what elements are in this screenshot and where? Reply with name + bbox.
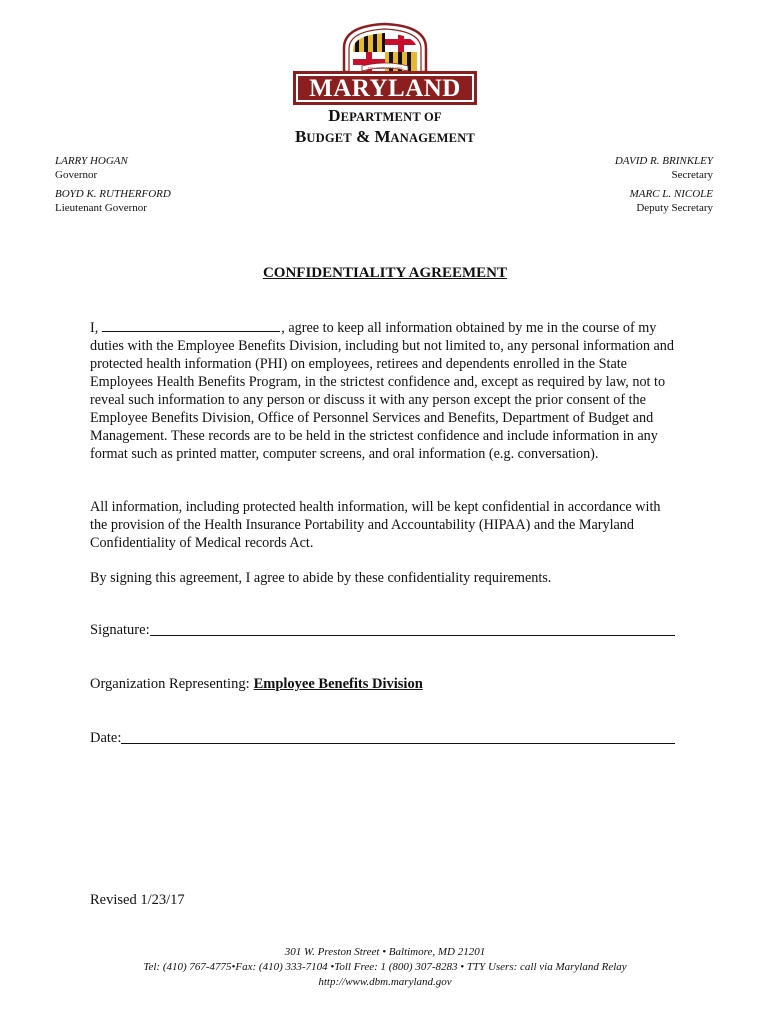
logo-wordmark: MARYLAND xyxy=(309,75,461,102)
organization-label: Organization Representing: xyxy=(90,676,250,692)
organization-value: Employee Benefits Division xyxy=(253,676,423,692)
date-line[interactable] xyxy=(121,742,675,744)
name-blank-field[interactable] xyxy=(102,319,280,332)
lt-governor-title: Lieutenant Governor xyxy=(55,202,147,214)
officials-right xyxy=(615,154,713,215)
secretary-title: Secretary xyxy=(671,169,713,181)
officials-left xyxy=(55,154,171,215)
department-title-line2: BUDGET & MANAGEMENT xyxy=(295,127,475,146)
footer-url[interactable]: http://www.dbm.maryland.gov xyxy=(318,976,452,988)
revision-date: Revised 1/23/17 xyxy=(90,892,185,908)
lt-governor-name: BOYD K. RUTHERFORD xyxy=(55,188,171,200)
agreement-paragraph-2: All information, including protected health information, will be kept confidential in accordance with the provision of the Health Insurance Portability and Accountability (HIPAA) and the Maryland Confidentiality of Medical records Act. xyxy=(90,499,661,551)
organization-row xyxy=(90,676,423,693)
logo-banner-text: INCORPORATED 1694 xyxy=(368,66,402,70)
governor-name: LARRY HOGAN xyxy=(55,155,128,167)
document-title: CONFIDENTIALITY AGREEMENT xyxy=(262,265,508,281)
date-row xyxy=(90,730,675,747)
maryland-logo xyxy=(292,22,478,106)
footer-contact: Tel: (410) 767-4775•Fax: (410) 333-7104 •Toll Free: 1 (800) 307-8283 • TTY Users: call via Maryland Relay xyxy=(143,961,627,973)
secretary-name: DAVID R. BRINKLEY xyxy=(614,155,713,167)
signature-row xyxy=(90,622,675,639)
signature-line[interactable] xyxy=(150,634,675,636)
department-title-line1: DEPARTMENT OF xyxy=(328,106,442,125)
agreement-paragraph-3: By signing this agreement, I agree to abide by these confidentiality requirements. xyxy=(90,570,552,586)
date-label: Date: xyxy=(90,730,122,746)
signature-label: Signature: xyxy=(90,622,150,638)
agreement-paragraph-1: I, , agree to keep all information obtained by me in the course of my duties with the Employee Benefits Division, including but not limited to, any personal information and protected health information (PHI) on employees, retirees and dependents enrolled in the State Employees Health Benefits Program, in the strictest confidence and, except as required by law, not to reveal such information to any person or discuss it with any person except the prior consent of the Employee Benefits Division, Office of Personnel Services and Benefits, Department of Budget and Management. These records are to be held in the strictest confidence and include information in any format such as printed matter, computer screens, and oral information (e.g. conversation). xyxy=(90,320,674,462)
deputy-secretary-title: Deputy Secretary xyxy=(636,202,713,214)
governor-title: Governor xyxy=(55,169,98,181)
deputy-secretary-name: MARC L. NICOLE xyxy=(629,188,713,200)
footer-address: 301 W. Preston Street • Baltimore, MD 21201 xyxy=(284,946,486,958)
